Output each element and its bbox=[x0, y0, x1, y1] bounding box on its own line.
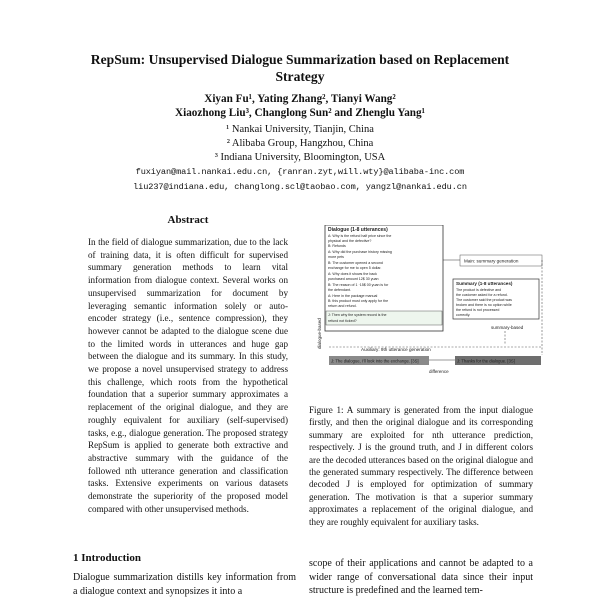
summary-line: The customer said the product was bbox=[456, 298, 512, 302]
introduction-text-left: Dialogue summarization distills key information from a dialogue context and synopsizes it into a bbox=[73, 572, 296, 597]
summary-line: the refund is not processed bbox=[456, 308, 500, 312]
summary-line: the customer asked for a refund. bbox=[456, 293, 508, 297]
author-list bbox=[60, 92, 540, 120]
introduction-heading: 1 Introduction bbox=[73, 552, 141, 564]
affiliation-3: ³ Indiana University, Bloomington, USA bbox=[214, 152, 386, 163]
main-task-label: Main: summary generation bbox=[464, 258, 519, 264]
dialogue-line: more pets bbox=[328, 255, 344, 259]
summary-label: Summary (1-8 utterances) bbox=[456, 281, 513, 286]
affiliations bbox=[60, 123, 540, 165]
summary-line: correctly. bbox=[456, 313, 471, 317]
summary-line: The product is defective and bbox=[456, 288, 502, 292]
figure-caption: Figure 1: A summary is generated from the input dialogue firstly, and then the original dialogue and its corresponding summary are exploited for nth utterance prediction, respectively. J is the ground truth, and J in different colors are the decoded utterances based on the original dialogue and the generated summary respectively. The difference between decoded J is employed for optimization of summary generation. The motivation is that a superior summary approximates a replacement of the original dialogue, and they are roughly equivalent for auxiliary tasks. bbox=[309, 405, 533, 527]
dialogue-line: the defendant. bbox=[328, 288, 351, 292]
dialogue-line: B: Refunds bbox=[328, 244, 346, 248]
abstract-heading: Abstract bbox=[167, 214, 209, 226]
summary-based-label: summary-based bbox=[491, 325, 524, 330]
abstract-body: In the field of dialogue summarization, due to the lack of training data, it is often difficult for supervised summary generation methods to learn vital information from dialogue context. Several works on unsupervised summarization for document by leveraging semantic information solely or auto-encoder strategy (i.e., sentence compression), they however cannot be adapted to the dialogue scene due to the limited words in utterances and huge gap between the dialogue and its summary. In this study, we propose a novel unsupervised strategy to address this challenge, which roots from the hypothetical foundation that a superior summary approximates a replacement of the original dialogue, and they are roughly equivalent for auxiliary (self-supervised) tasks, e.g., dialogue generation. The proposed strategy RepSum is applied to generate both extractive and abstractive summary with the guidance of the followed nth utterance generation and classification tasks. Extensive experiments on various datasets demonstrate the superiority of the proposed model compared with other unsupervised methods. bbox=[88, 237, 288, 514]
email-line-2: liu237@indiana.edu, changlong.scl@taobao.com, yangzl@nankai.edu.cn bbox=[133, 182, 467, 192]
dialogue-line: exchange for me to open 5 dollar. bbox=[328, 266, 382, 270]
affiliation-2: ² Alibaba Group, Hangzhou, China bbox=[226, 138, 374, 149]
dialogue-line: refund not ticked? bbox=[328, 319, 357, 323]
email-list bbox=[40, 165, 560, 195]
summary-prediction-label: J: Thanks for the dialogue. [3S] bbox=[457, 358, 515, 364]
paper-title: RepSum: Unsupervised Dialogue Summarization based on Replacement Strategy bbox=[90, 52, 510, 84]
dialogue-line: purchased amount 12$ 30 yuan bbox=[328, 277, 379, 281]
auxiliary-label: Auxiliary: 9th utterance generation bbox=[361, 347, 431, 352]
authors-line-2: Xiaozhong Liu³, Changlong Sun² and Zhenglu Yang¹ bbox=[175, 107, 425, 119]
affiliation-1: ¹ Nankai University, Tianjin, China bbox=[226, 124, 374, 135]
email-line-1: fuxiyan@mail.nankai.edu.cn, {ranran.zyt,will.wty}@alibaba-inc.com bbox=[135, 167, 465, 177]
dialogue-line: return and refund. bbox=[328, 304, 357, 308]
figure-diagram bbox=[315, 225, 545, 387]
dialogue-prediction-label: J: The dialogue, I'll look into the exchange. [3S] bbox=[331, 358, 419, 364]
dialogue-line: B: The customer opened a second bbox=[328, 261, 383, 265]
dialogue-line: J: Then why the system record is the bbox=[328, 313, 387, 317]
dialogue-line: A: Why does it shows the back bbox=[328, 272, 377, 276]
summary-line: broken and there is no option while bbox=[456, 303, 512, 307]
introduction-text-right: scope of their applications and cannot be adapted to a wider range of conversational data since their input structure is predefined and the learned tem- bbox=[309, 558, 533, 596]
difference-label: difference bbox=[429, 369, 449, 374]
authors-line-1: Xiyan Fu¹, Yating Zhang², Tianyi Wang² bbox=[204, 93, 396, 105]
dialogue-based-label: dialogue-based bbox=[317, 318, 322, 349]
dialogue-line: A: Here in the package manual bbox=[328, 294, 378, 298]
dialogue-line: B: this product must only apply for the bbox=[328, 299, 389, 303]
dialogue-line: A: Why is the refund half price since the bbox=[328, 234, 392, 238]
dialogue-label: Dialogue (1-8 utterances) bbox=[328, 227, 388, 233]
dialogue-line: A: Why did the purchase history missing bbox=[328, 250, 392, 254]
figure-1 bbox=[315, 225, 545, 387]
dialogue-line: physical and the defective? bbox=[328, 239, 372, 243]
dialogue-line: B: The reason of 1 ·15$ 00 yuan is for bbox=[328, 283, 389, 287]
